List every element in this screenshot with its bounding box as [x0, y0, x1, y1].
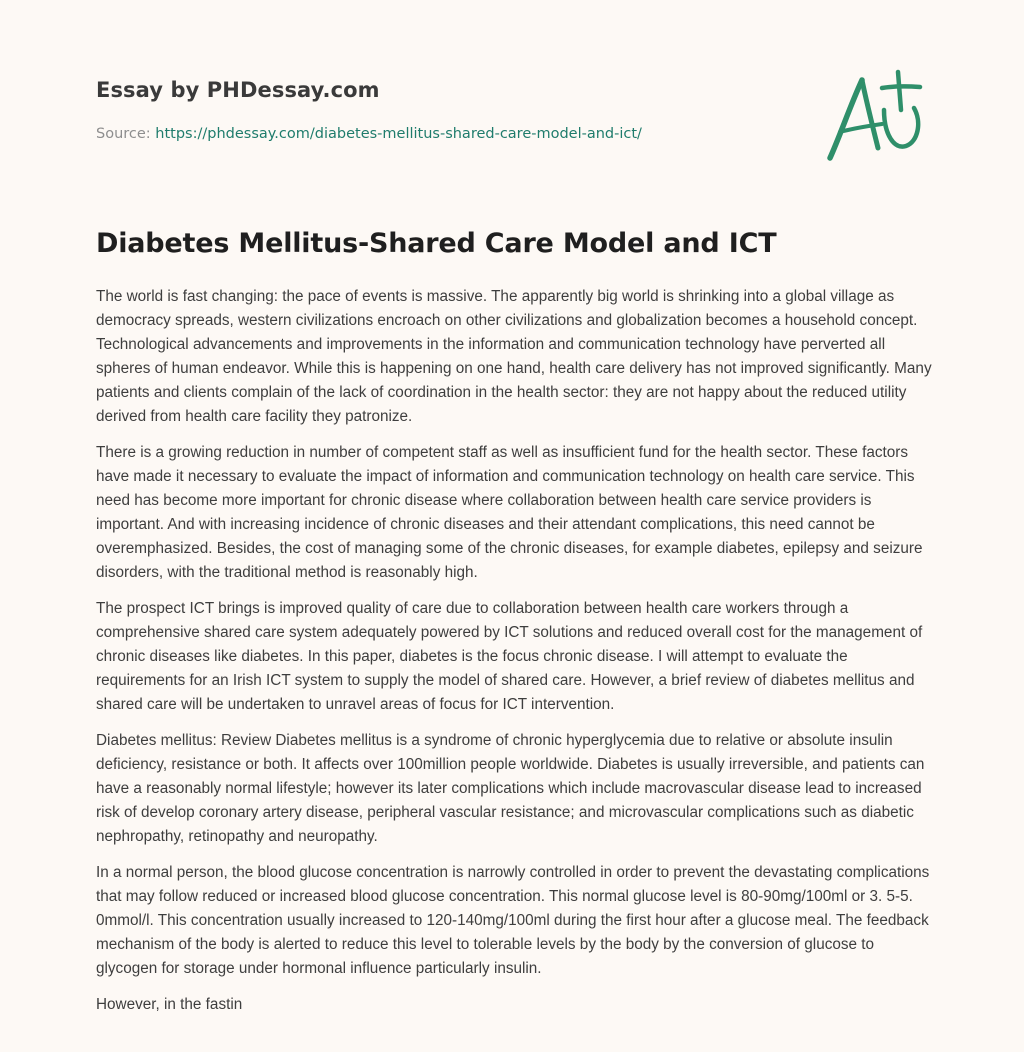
source-link[interactable]: https://phdessay.com/diabetes-mellitus-shared-care-model-and-ict/ [155, 126, 642, 142]
article-body [96, 285, 932, 1029]
article-title: Diabetes Mellitus-Shared Care Model and ICT [96, 228, 777, 259]
source-label: Source: [96, 126, 156, 142]
page-header [96, 76, 816, 144]
paragraph: There is a growing reduction in number of competent staff as well as insufficient fund for the health sector. These factors have made it necessary to evaluate the impact of information and communication technology on health care service. This need has become more important for chronic disease where collaboration between health care service providers is important. And with increasing incidence of chronic diseases and their attendant complications, this need cannot be overemphasized. Besides, the cost of managing some of the chronic diseases, for example diabetes, epilepsy and seizure disorders, with the traditional method is reasonably high. [96, 444, 923, 581]
site-title: Essay by PHDessay.com [96, 78, 380, 102]
paragraph: Diabetes mellitus: Review Diabetes mellitus is a syndrome of chronic hyperglycemia due to relative or absolute insulin deficiency, resistance or both. It affects over 100million people worldwide. Diabetes is usually irreversible, and patients can have a reasonably normal lifestyle; however its later complications which include macrovascular disease lead to increased risk of develop coronary artery disease, peripheral vascular resistance; and microvascular complications such as diabetic nephropathy, retinopathy and neuropathy. [96, 732, 925, 845]
paragraph-truncated: However, in the fastin [96, 996, 243, 1013]
source-line [96, 124, 816, 144]
paragraph: The world is fast changing: the pace of events is massive. The apparently big world is shrinking into a global village as democracy spreads, western civilizations encroach on other civilizations and globalization becomes a household concept. Technological advancements and improvements in the information and communication technology have perverted all spheres of human endeavor. While this is happening on one hand, health care delivery has not improved significantly. Many patients and clients complain of the lack of coordination in the health sector: they are not happy about the reduced utility derived from health care facility they patronize. [96, 288, 932, 425]
paragraph: The prospect ICT brings is improved quality of care due to collaboration between health care workers through a comprehensive shared care system adequately powered by ICT solutions and reduced overall cost for the management of chronic diseases like diabetes. In this paper, diabetes is the focus chronic disease. I will attempt to evaluate the requirements for an Irish ICT system to supply the model of shared care. However, a brief review of diabetes mellitus and shared care will be undertaken to unravel areas of focus for ICT intervention. [96, 600, 923, 713]
a-plus-logo-icon [822, 66, 932, 166]
a-plus-logo-graphic [822, 66, 932, 166]
paragraph: In a normal person, the blood glucose concentration is narrowly controlled in order to prevent the devastating complications that may follow reduced or increased blood glucose concentration. This normal glucose level is 80-90mg/100ml or 3. 5-5. 0mmol/l. This concentration usually increased to 120-140mg/100ml during the first hour after a glucose meal. The feedback mechanism of the body is alerted to reduce this level to tolerable levels by the body by the conversion of glucose to glycogen for storage under hormonal influence particularly insulin. [96, 864, 930, 977]
